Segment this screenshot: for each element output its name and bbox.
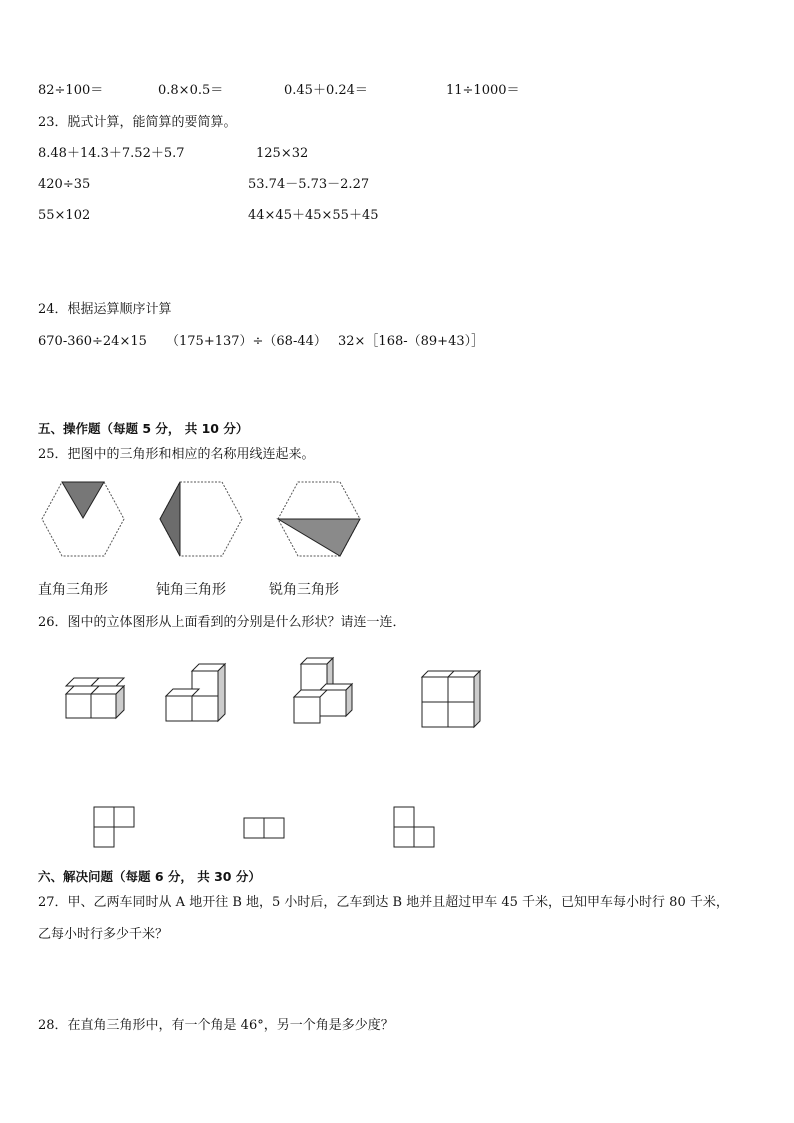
calc-item-1: 82÷100＝ — [38, 83, 104, 98]
cube-solid-3 — [288, 652, 366, 728]
question-23-title: 23．脱式计算，能简算的要简算。 — [38, 115, 237, 130]
label-right-triangle: 直角三角形 — [38, 582, 108, 598]
hexagon-figure-1 — [38, 480, 128, 560]
label-acute-triangle: 锐角三角形 — [269, 582, 339, 598]
q23-item-4: 53.74－5.73－2.27 — [248, 177, 370, 192]
section-5-heading: 五、操作题（每题 5 分， 共 10 分） — [38, 421, 249, 436]
cube-solid-1 — [60, 672, 130, 722]
q23-item-2: 125×32 — [256, 146, 309, 161]
question-26-title: 26．图中的立体图形从上面看到的分别是什么形状？请连一连． — [38, 615, 406, 630]
q23-item-5: 55×102 — [38, 208, 91, 223]
q24-item-2: （175+137）÷（68-44） — [166, 334, 327, 349]
q24-item-3: 32×［168-（89+43）］ — [338, 334, 485, 349]
q23-item-6: 44×45＋45×55＋45 — [248, 208, 379, 223]
q23-item-1: 8.48＋14.3＋7.52＋5.7 — [38, 146, 185, 161]
calc-item-3: 0.45＋0.24＝ — [284, 83, 368, 98]
q23-item-3: 420÷35 — [38, 177, 91, 192]
question-28: 28．在直角三角形中，有一个角是 46°，另一个角是多少度？ — [38, 1018, 394, 1033]
question-25-title: 25．把图中的三角形和相应的名称用线连起来。 — [38, 447, 315, 462]
question-24-title: 24．根据运算顺序计算 — [38, 302, 172, 317]
section-6-heading: 六、解决问题（每题 6 分， 共 30 分） — [38, 869, 261, 884]
calc-item-2: 0.8×0.5＝ — [158, 83, 224, 98]
label-obtuse-triangle: 钝角三角形 — [156, 582, 226, 598]
question-27-line-2: 乙每小时行多少千米？ — [38, 927, 169, 942]
cube-solid-4 — [418, 665, 486, 731]
top-view-shape-1 — [93, 806, 137, 850]
top-view-shape-3 — [393, 806, 437, 850]
top-view-shape-2 — [243, 817, 287, 841]
question-27-line-1: 27．甲、乙两车同时从 A 地开往 B 地，5 小时后，乙车到达 B 地并且超过甲车 45 千米，已知甲车每小时行 80 千米， — [38, 895, 729, 910]
hexagon-figure-2 — [156, 480, 246, 560]
cube-solid-2 — [160, 660, 230, 725]
q24-item-1: 670-360÷24×15 — [38, 334, 147, 349]
calc-item-4: 11÷1000＝ — [446, 83, 520, 98]
hexagon-figure-3 — [274, 480, 364, 560]
